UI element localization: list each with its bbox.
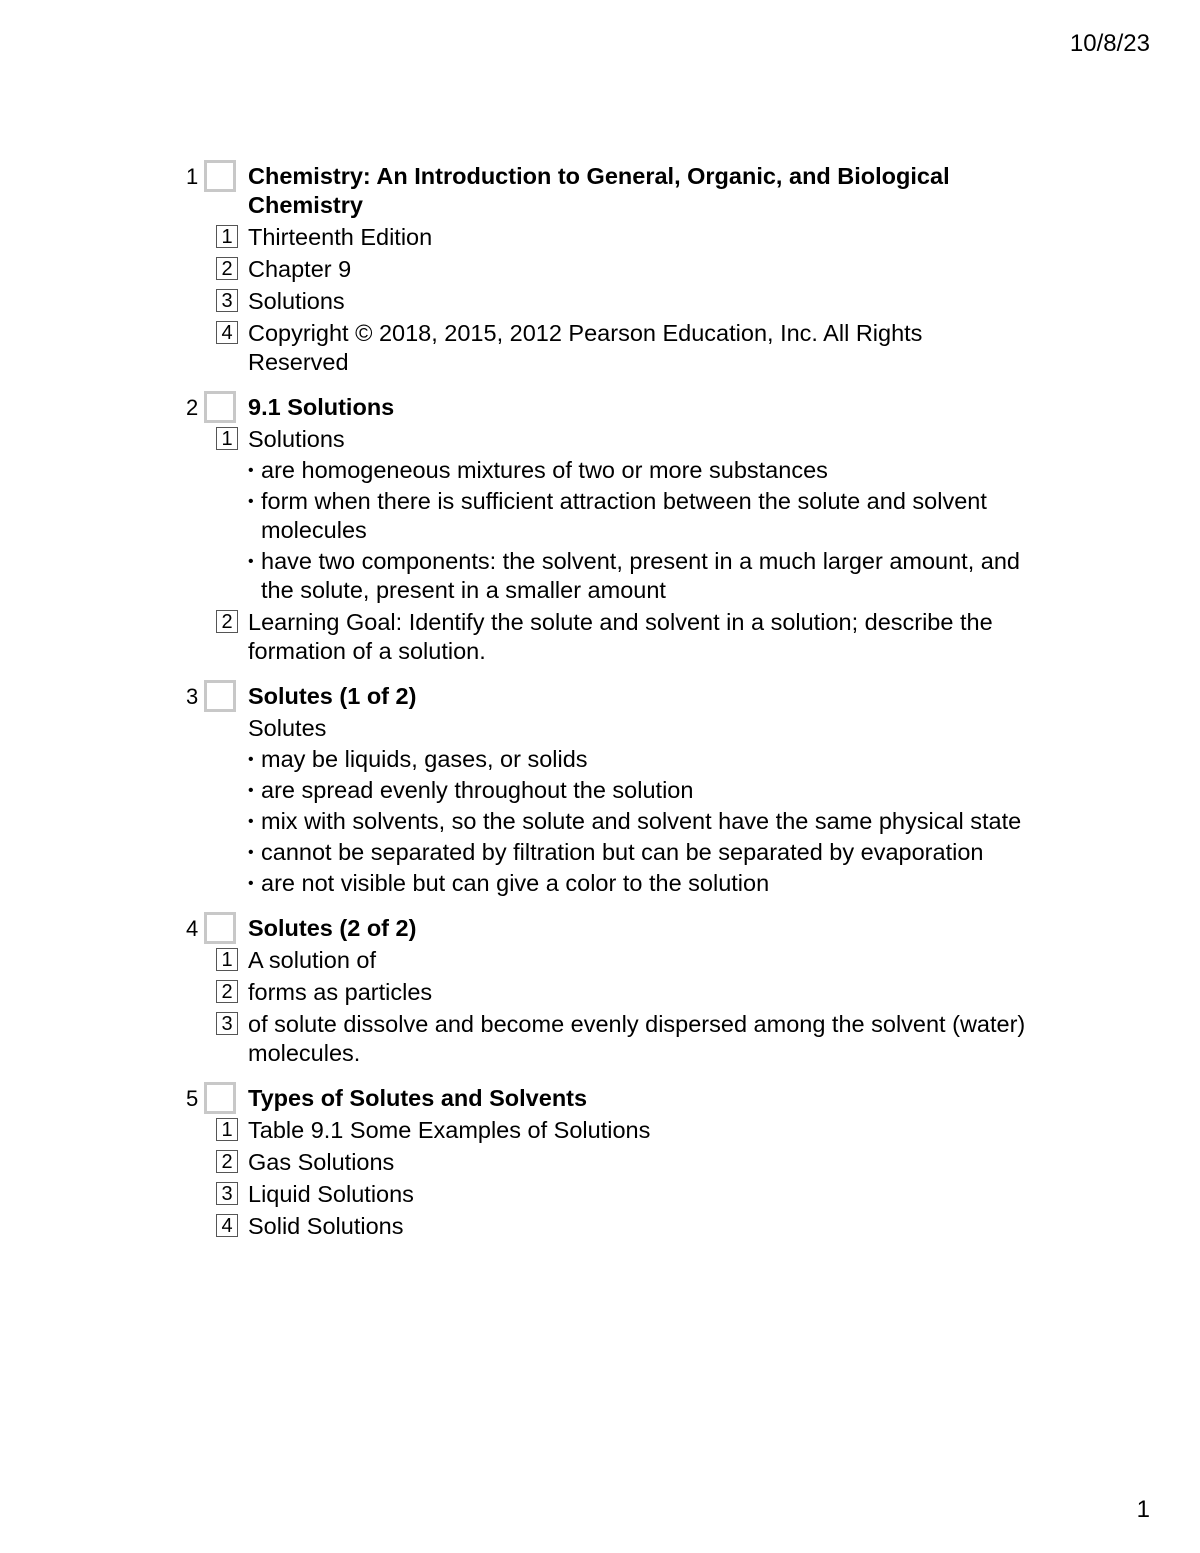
print-date: 10/8/23 — [1069, 30, 1150, 57]
list-item — [221, 1148, 1026, 1177]
slide-number: 4 — [186, 916, 199, 941]
slide-title: Types of Solutes and Solvents — [248, 1085, 588, 1111]
slide-5 — [186, 1082, 1026, 1241]
list-item — [221, 1180, 1026, 1209]
slide-number: 3 — [186, 684, 199, 709]
bullet-item: • are not visible but can give a color to the solution — [248, 869, 1026, 898]
item-text: Learning Goal: Identify the solute and solvent in a solution; describe the formation of a solution. — [248, 609, 993, 664]
slide-title: Solutes (2 of 2) — [248, 915, 417, 941]
slide-title: Chemistry: An Introduction to General, Organic, and Biological Chemistry — [248, 163, 950, 218]
bullet-item: • are homogeneous mixtures of two or more substances — [248, 456, 1026, 485]
bullet-item: • are spread evenly throughout the solution — [248, 776, 1026, 805]
item-number-box: 2 — [216, 1150, 238, 1173]
slide-4 — [186, 912, 1026, 1068]
slide-thumbnail-box — [204, 1082, 236, 1114]
slide-header — [186, 912, 1026, 943]
slide-number: 2 — [186, 395, 199, 420]
page-number: 1 — [1136, 1496, 1150, 1523]
item-text: Copyright © 2018, 2015, 2012 Pearson Education, Inc. All Rights Reserved — [248, 320, 923, 375]
list-item — [221, 255, 1026, 284]
list-item — [221, 1116, 1026, 1145]
item-number-box: 1 — [216, 1118, 238, 1141]
slide-title: Solutes (1 of 2) — [248, 683, 417, 709]
slide-number: 5 — [186, 1086, 199, 1111]
item-number-box: 3 — [216, 1182, 238, 1205]
item-text: forms as particles — [248, 979, 433, 1005]
slide-thumbnail-box — [204, 160, 236, 192]
slide-header — [186, 1082, 1026, 1113]
item-number-box: 3 — [216, 289, 238, 312]
list-item — [221, 319, 1026, 377]
slide-3 — [186, 680, 1026, 898]
slide-thumbnail-box — [204, 912, 236, 944]
list-item — [221, 946, 1026, 975]
item-number-box: 3 — [216, 1012, 238, 1035]
bullet-item: • cannot be separated by filtration but can be separated by evaporation — [248, 838, 1026, 867]
list-item — [221, 223, 1026, 252]
item-number-box: 4 — [216, 1214, 238, 1237]
list-item — [221, 1212, 1026, 1241]
slide-number: 1 — [186, 164, 199, 189]
notes-outline — [186, 160, 1026, 1255]
slide-thumbnail-box — [204, 680, 236, 712]
bullet-item: • may be liquids, gases, or solids — [248, 745, 1026, 774]
list-item — [221, 425, 1026, 454]
item-text: Solid Solutions — [248, 1213, 404, 1239]
slide-header — [186, 391, 1026, 422]
slide-header — [186, 160, 1026, 220]
item-number-box: 1 — [216, 948, 238, 971]
item-text: Table 9.1 Some Examples of Solutions — [248, 1117, 651, 1143]
list-item — [221, 287, 1026, 316]
item-text: Thirteenth Edition — [248, 224, 433, 250]
item-text: Solutions — [248, 288, 345, 314]
item-text: Solutions — [248, 426, 345, 452]
bullet-item: • have two components: the solvent, present in a much larger amount, and the solute, present in a smaller amount — [248, 547, 1026, 605]
item-text: of solute dissolve and become evenly dispersed among the solvent (water) molecules. — [248, 1011, 1026, 1066]
item-text: A solution of — [248, 947, 377, 973]
slide-thumbnail-box — [204, 391, 236, 423]
item-number-box: 1 — [216, 225, 238, 248]
item-number-box: 2 — [216, 980, 238, 1003]
slide-header — [186, 680, 1026, 711]
bullet-item: • form when there is sufficient attraction between the solute and solvent molecules — [248, 487, 1026, 545]
list-item — [221, 978, 1026, 1007]
item-text: Chapter 9 — [248, 256, 352, 282]
slide-title: 9.1 Solutions — [248, 394, 395, 420]
item-number-box: 2 — [216, 257, 238, 280]
item-text: Gas Solutions — [248, 1149, 395, 1175]
lead-text: Solutes — [248, 715, 327, 741]
item-number-box: 2 — [216, 610, 238, 633]
list-item — [221, 608, 1026, 666]
bullet-item: • mix with solvents, so the solute and solvent have the same physical state — [248, 807, 1026, 836]
list-item — [221, 1010, 1026, 1068]
slide-1 — [186, 160, 1026, 377]
item-text: Liquid Solutions — [248, 1181, 414, 1207]
slide-2 — [186, 391, 1026, 666]
item-number-box: 1 — [216, 427, 238, 450]
item-number-box: 4 — [216, 321, 238, 344]
